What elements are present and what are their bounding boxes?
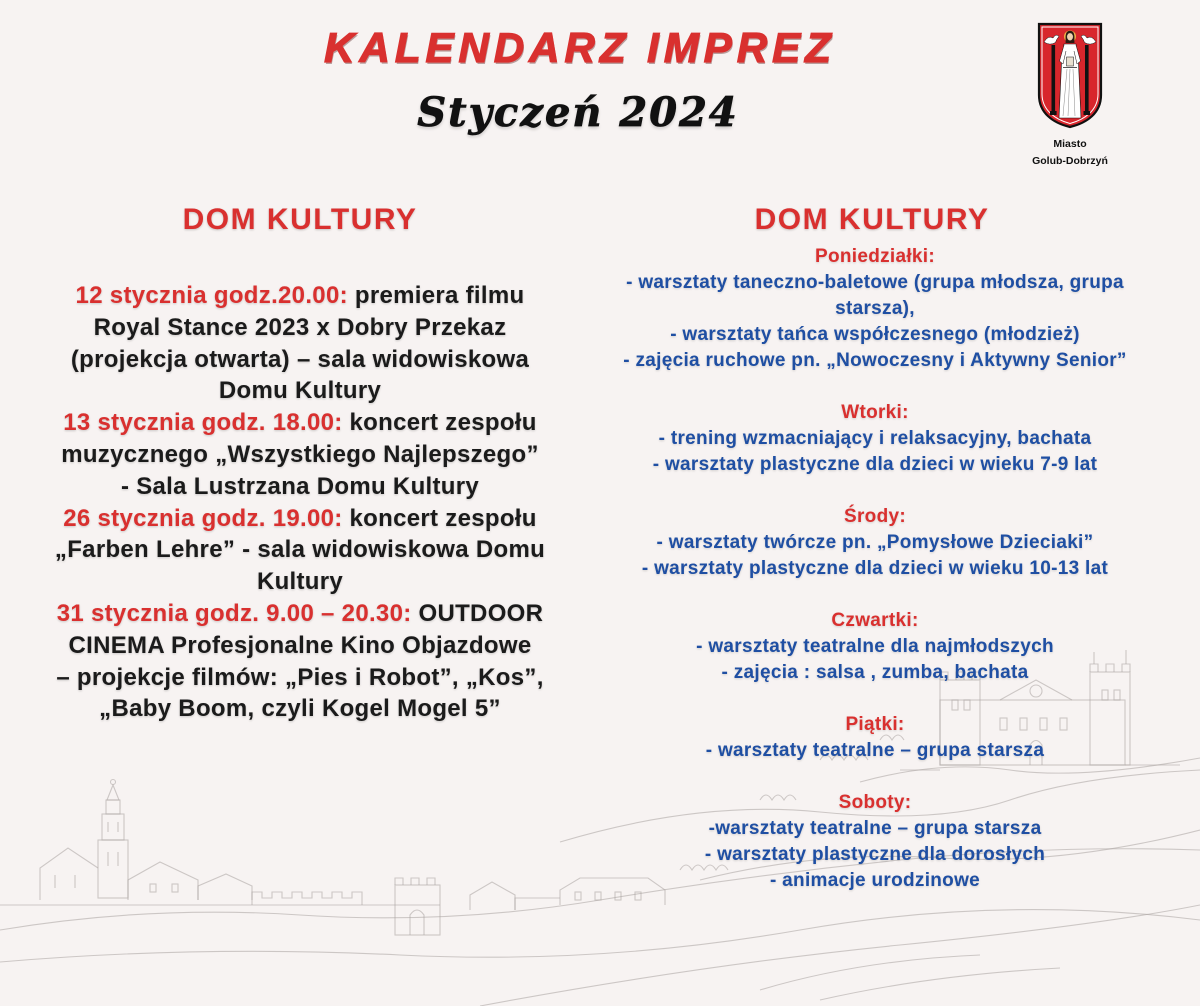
schedule-day-label: Czwartki: <box>831 610 919 631</box>
schedule-item: - zajęcia ruchowe pn. „Nowoczesny i Aktywny Senior” <box>623 350 1127 371</box>
schedule-group-monday <box>600 244 1150 374</box>
event-entry <box>20 280 580 407</box>
schedule-item: - warsztaty plastyczne dla dzieci w wieku 10-13 lat <box>641 558 1109 579</box>
event-description: premiera filmu Royal Stance 2023 x Dobry Przekaz (projekcja otwarta) – sala widowiskowa Domu Kultury <box>70 282 530 405</box>
schedule-group-tuesday <box>600 400 1150 478</box>
schedule-group-thursday <box>600 608 1150 686</box>
schedule-item: - zajęcia : salsa , zumba, bachata <box>721 662 1029 683</box>
schedule-item: - warsztaty plastyczne dla dorosłych <box>704 844 1046 865</box>
schedule-item: - warsztaty teatralne – grupa starsza <box>705 740 1045 761</box>
event-entry <box>20 598 580 725</box>
event-date: 26 stycznia godz. 19.00: <box>63 504 343 532</box>
right-section-heading: DOM KULTURY <box>754 203 990 236</box>
events-list <box>20 280 580 725</box>
crest-caption-line2: Golub-Dobrzyń <box>1032 155 1108 167</box>
schedule-day-label: Piątki: <box>845 714 905 735</box>
schedule-item: - warsztaty plastyczne dla dzieci w wieku 7-9 lat <box>652 454 1098 475</box>
event-description: koncert zespołu muzycznego „Wszystkiego Najlepszego” - Sala Lustrzana Domu Kultury <box>61 409 539 500</box>
event-date: 12 stycznia godz.20.00: <box>75 282 348 309</box>
crest-caption <box>1010 136 1130 170</box>
schedule-item: - trening wzmacniający i relaksacyjny, bachata <box>658 428 1092 449</box>
schedule-item: - animacje urodzinowe <box>769 870 981 891</box>
schedule-item: - warsztaty tańca współczesnego (młodzież) <box>670 324 1080 345</box>
schedule-item: - warsztaty teatralne dla najmłodszych <box>696 636 1054 657</box>
event-entry <box>20 503 580 598</box>
schedule-group-friday <box>600 712 1150 764</box>
schedule-day-label: Soboty: <box>838 792 912 813</box>
schedule-item: - warsztaty twórcze pn. „Pomysłowe Dzieciaki” <box>656 532 1094 553</box>
event-description: koncert zespołu „Farben Lehre” - sala widowiskowa Domu Kultury <box>54 504 546 596</box>
schedule-group-wednesday <box>600 504 1150 582</box>
crest-caption-line1: Miasto <box>1053 138 1087 150</box>
event-entry <box>20 407 580 502</box>
page-title: KALENDARZ IMPREZ <box>324 24 836 71</box>
schedule-item: -warsztaty teatralne – grupa starsza <box>708 818 1042 839</box>
schedule-group-saturday <box>600 790 1150 894</box>
page-subtitle-month: Styczeń 2024 <box>417 89 739 136</box>
weekly-schedule <box>600 244 1150 894</box>
event-date: 31 stycznia godz. 9.00 – 20.30: <box>56 599 412 627</box>
coat-of-arms-icon <box>1037 21 1103 129</box>
event-description: OUTDOOR CINEMA Profesjonalne Kino Objazdowe – projekcje filmów: „Pies i Robot”, „Kos”, „Baby Boom, czyli Kogel Mogel 5” <box>56 599 544 723</box>
left-section-heading: DOM KULTURY <box>182 203 418 236</box>
schedule-day-label: Środy: <box>844 506 906 527</box>
schedule-day-label: Wtorki: <box>841 402 909 423</box>
schedule-item: - warsztaty taneczno-baletowe (grupa młodsza, grupa starsza), <box>626 272 1124 319</box>
event-date: 13 stycznia godz. 18.00: <box>63 409 343 437</box>
schedule-day-label: Poniedziałki: <box>814 246 936 267</box>
